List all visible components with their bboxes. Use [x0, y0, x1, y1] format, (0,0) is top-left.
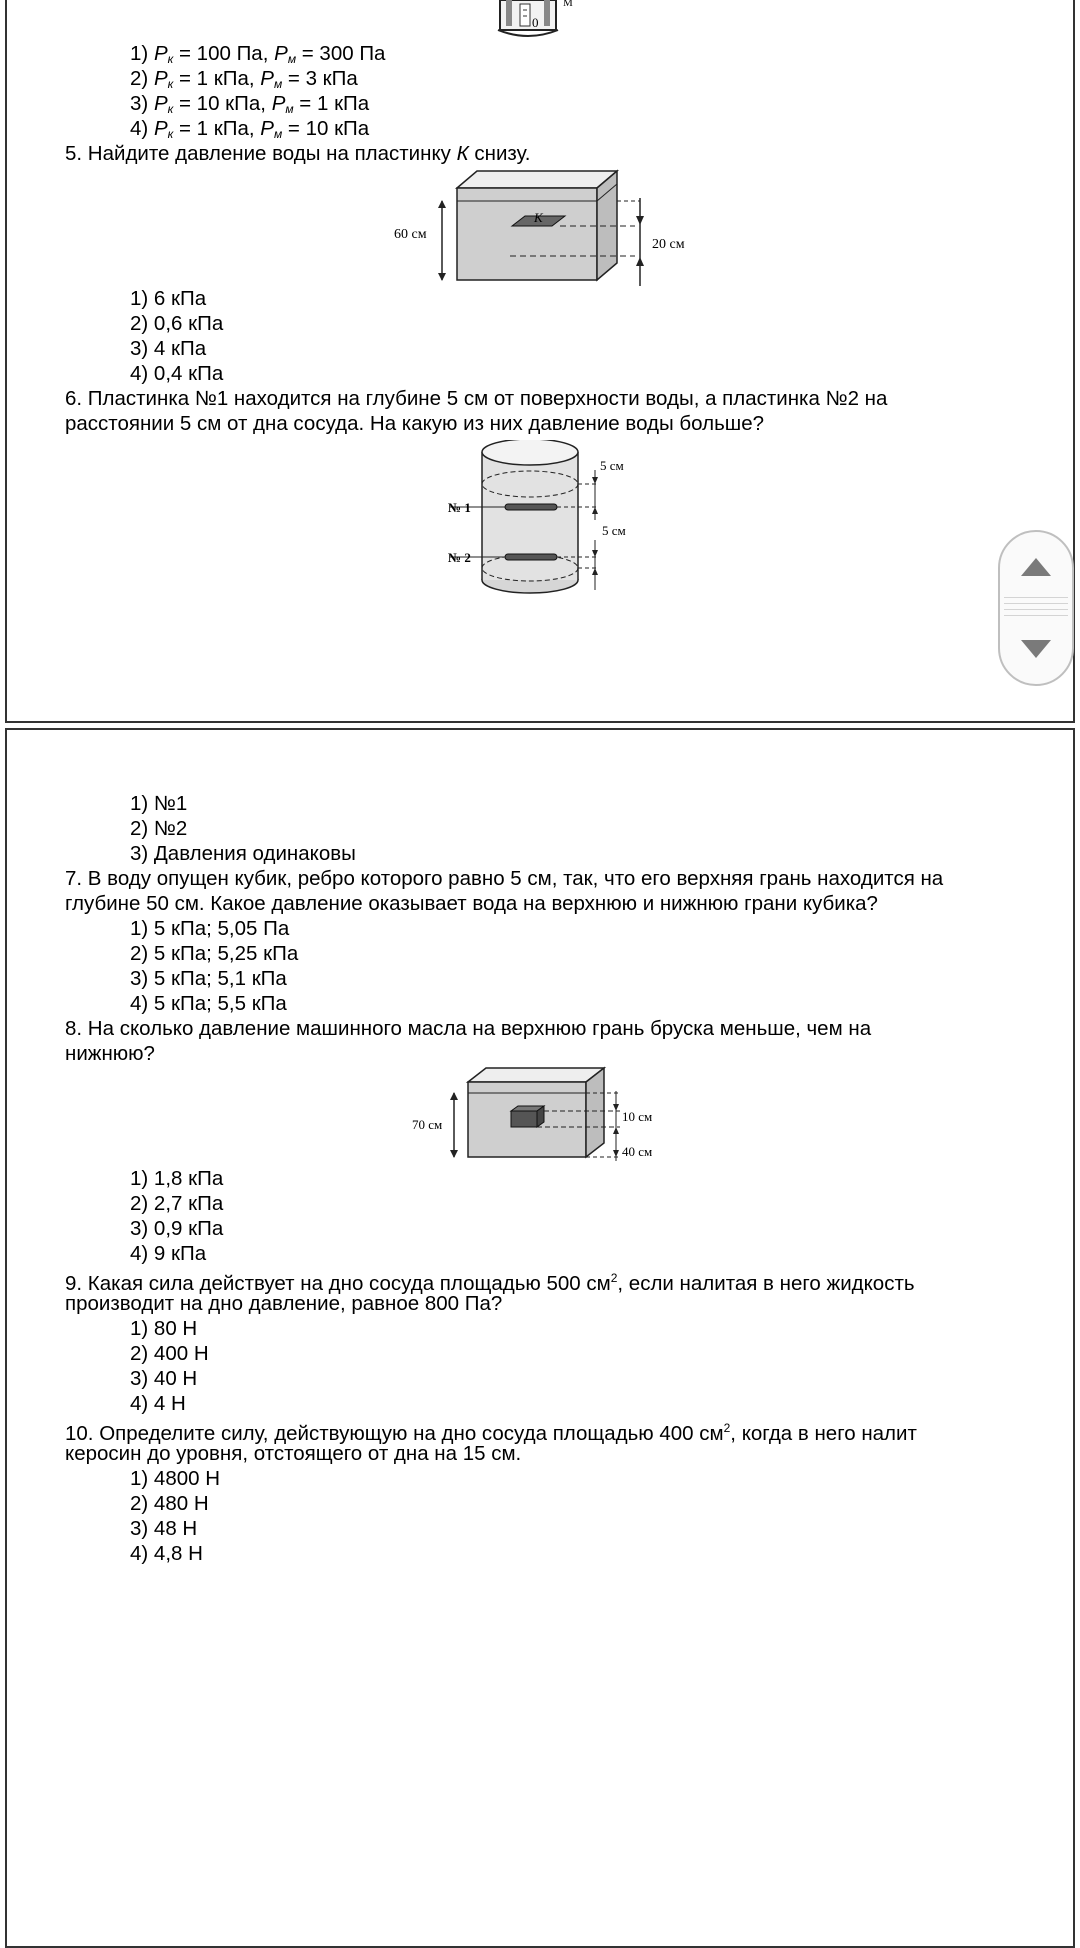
pressure-gauge-figure — [490, 0, 590, 42]
q6-bottom-distance-label: 5 см — [602, 523, 626, 538]
q5-plate-label: К — [534, 210, 543, 225]
scroll-grip[interactable] — [1004, 592, 1068, 618]
q5-depth-label: 60 см — [394, 227, 427, 242]
scroll-controls — [998, 530, 1074, 686]
q9-option-1: 1) 80 Н — [130, 1317, 198, 1340]
q6-plate2-label: № 2 — [448, 550, 471, 565]
q7-option-1: 1) 5 кПа; 5,05 Па — [130, 917, 290, 940]
q10-option-4: 4) 4,8 Н — [130, 1542, 203, 1565]
q10-text-line-2: керосин до уровня, отстоящего от дна на 15 см. — [65, 1442, 522, 1465]
q10-option-3: 3) 48 Н — [130, 1517, 198, 1540]
q5-text: 5. Найдите давление воды на пластинку К снизу. — [65, 142, 531, 165]
q4-option-4: 4) $P_к = 1$ кПа, $P_м = 10$ кПа — [130, 117, 370, 141]
q6-plate1-label: № 1 — [448, 500, 471, 515]
gauge-label: М — [563, 0, 573, 9]
q6-text-line-1: 6. Пластинка №1 находится на глубине 5 см от поверхности воды, а пластинка №2 на — [65, 387, 888, 410]
scroll-up-icon — [1019, 556, 1053, 578]
q5-option-4: 4) 0,4 кПа — [130, 362, 224, 385]
q4-option-3: 3) $P_к = 10$ кПа, $P_м = 1$ кПа — [130, 92, 370, 116]
q7-option-3: 3) 5 кПа; 5,1 кПа — [130, 967, 287, 990]
q9-option-4: 4) 4 Н — [130, 1392, 186, 1415]
q8-option-1: 1) 1,8 кПа — [130, 1167, 224, 1190]
q6-option-3: 3) Давления одинаковы — [130, 842, 356, 865]
q6-text-line-2: расстоянии 5 см от дна сосуда. На какую из них давление воды больше? — [65, 412, 764, 435]
q6-option-1: 1) №1 — [130, 792, 188, 815]
q10-option-1: 1) 4800 Н — [130, 1467, 221, 1490]
q6-option-2: 2) №2 — [130, 817, 188, 840]
q8-text-line-2: нижнюю? — [65, 1042, 155, 1065]
q5-plate-depth-label: 20 см — [652, 237, 685, 252]
q5-tank-figure — [390, 168, 700, 288]
q6-cylinder-figure — [440, 440, 640, 600]
q8-option-3: 3) 0,9 кПа — [130, 1217, 224, 1240]
q4-option-1: 1) $P_к = 100$ Па, $P_м = 300$ Па — [130, 42, 386, 66]
scroll-up-button[interactable] — [1000, 542, 1072, 592]
q7-option-2: 2) 5 кПа; 5,25 кПа — [130, 942, 299, 965]
q6-top-distance-label: 5 см — [600, 458, 624, 473]
q8-text-line-1: 8. На сколько давление машинного масла на верхнюю грань бруска меньше, чем на — [65, 1017, 872, 1040]
q8-option-4: 4) 9 кПа — [130, 1242, 207, 1265]
q9-option-3: 3) 40 Н — [130, 1367, 198, 1390]
q8-option-2: 2) 2,7 кПа — [130, 1192, 224, 1215]
q9-text-line-1: 9. Какая сила действует на дно сосуда площадью 500 $см^2$, если налитая в него жидкость — [65, 1271, 915, 1295]
q8-top-label: 10 см — [622, 1109, 653, 1124]
q5-option-1: 1) 6 кПа — [130, 287, 207, 310]
q7-option-4: 4) 5 кПа; 5,5 кПа — [130, 992, 287, 1015]
q8-tank-figure — [408, 1066, 678, 1166]
q8-depth-label: 70 см — [412, 1117, 443, 1132]
q9-text-line-2: производит на дно давление, равное 800 Па? — [65, 1292, 503, 1315]
q5-option-3: 3) 4 кПа — [130, 337, 207, 360]
q9-option-2: 2) 400 Н — [130, 1342, 209, 1365]
q5-option-2: 2) 0,6 кПа — [130, 312, 224, 335]
q7-text-line-2: глубине 50 см. Какое давление оказывает вода на верхнюю и нижнюю грани кубика? — [65, 892, 878, 915]
svg-text:0: 0 — [532, 15, 539, 30]
scroll-down-icon — [1019, 638, 1053, 660]
q10-text-line-1: 10. Определите силу, действующую на дно сосуда площадью 400 $см^2$, когда в него налит — [65, 1421, 917, 1445]
q4-option-2: 2) $P_к = 1$ кПа, $P_м = 3$ кПа — [130, 67, 358, 91]
q8-bottom-label: 40 см — [622, 1144, 653, 1159]
q10-option-2: 2) 480 Н — [130, 1492, 209, 1515]
q7-text-line-1: 7. В воду опущен кубик, ребро которого равно 5 см, так, что его верхняя грань находится на — [65, 867, 944, 890]
scroll-down-button[interactable] — [1000, 624, 1072, 674]
